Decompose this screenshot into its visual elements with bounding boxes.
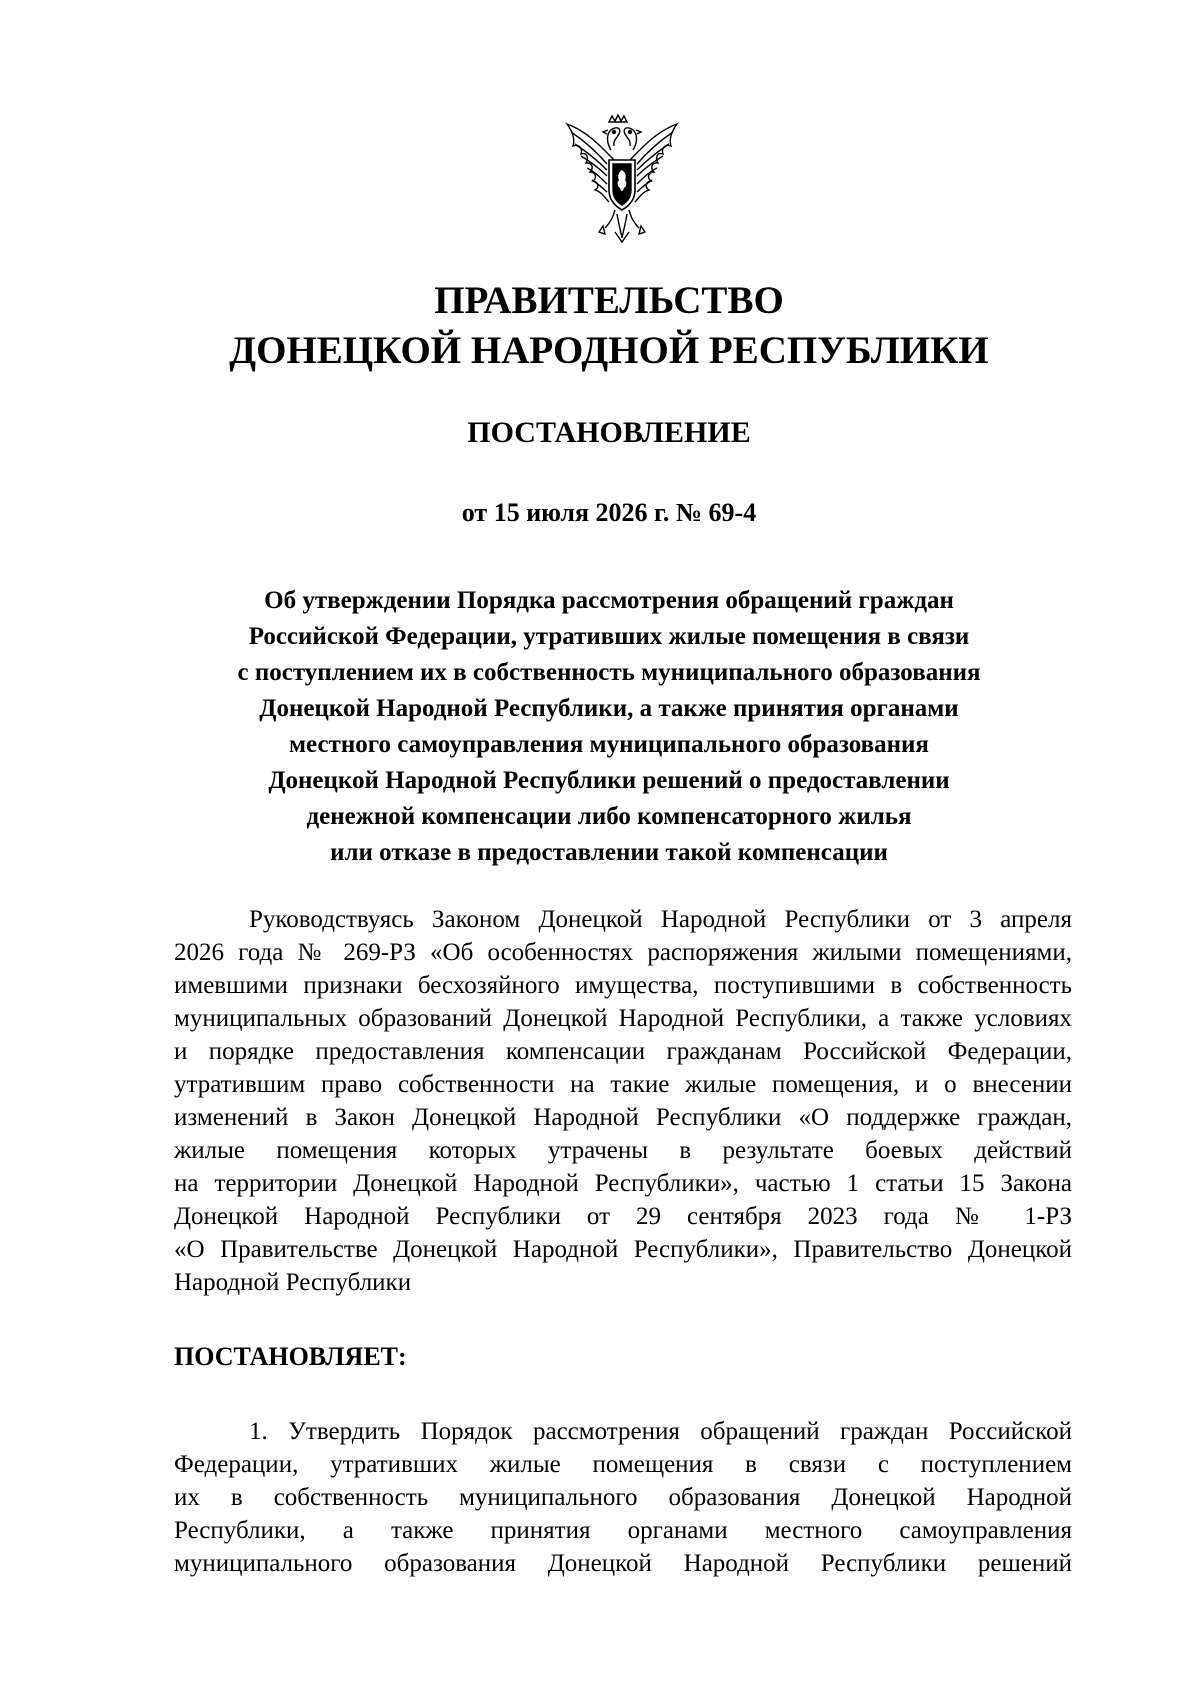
subject-line: Донецкой Народной Республики, а также принятия органами	[259, 695, 959, 722]
subject-line: местного самоуправления муниципального образования	[289, 731, 929, 758]
document-type: ПОСТАНОВЛЕНИЕ	[467, 416, 751, 449]
subject-line: с поступлением их в собственность муниципального образования	[237, 659, 981, 686]
clause-line: Федерации, утративших жилые помещения в связи с поступлением	[174, 1451, 1072, 1478]
subject-line: денежной компенсации либо компенсаторного жилья	[306, 803, 912, 830]
preamble-line: жилые помещения которых утрачены в результате боевых действий	[174, 1137, 1072, 1164]
clause-line: Республики, а также принятия органами местного самоуправления	[174, 1517, 1072, 1544]
document-date-number: от 15 июля 2026 г. № 69-4	[461, 498, 757, 527]
coat-of-arms-icon	[559, 110, 685, 246]
preamble-line: Народной Республики	[174, 1269, 412, 1296]
preamble-line: утратившим право собственности на такие жилые помещения, и о внесении	[174, 1071, 1072, 1098]
preamble-line: Донецкой Народной Республики от 29 сентября 2023 года № 1-РЗ	[174, 1203, 1072, 1230]
clause-line: 1. Утвердить Порядок рассмотрения обращений граждан Российской	[249, 1418, 1072, 1445]
preamble-line: имевшими признаки бесхозяйного имущества, поступившими в собственность	[174, 972, 1072, 999]
clause-line: муниципального образования Донецкой Народной Республики решений	[174, 1550, 1072, 1577]
preamble-line: на территории Донецкой Народной Республики», частью 1 статьи 15 Закона	[174, 1170, 1072, 1197]
document-subject	[200, 583, 1018, 871]
clause-line: их в собственность муниципального образования Донецкой Народной	[174, 1484, 1072, 1511]
preamble-line: 2026 года № 269-РЗ «Об особенностях распоряжения жилыми помещениями,	[174, 939, 1072, 966]
subject-line: Об утверждении Порядка рассмотрения обращений граждан	[264, 587, 954, 614]
preamble-line: «О Правительстве Донецкой Народной Республики», Правительство Донецкой	[174, 1236, 1072, 1263]
subject-line: Донецкой Народной Республики решений о предоставлении	[268, 767, 950, 794]
subject-line: Российской Федерации, утративших жилые помещения в связи	[248, 623, 970, 650]
preamble-paragraph	[174, 903, 1072, 1299]
preamble-line: и порядке предоставления компенсации гражданам Российской Федерации,	[174, 1038, 1072, 1065]
government-title-line-1: ПРАВИТЕЛЬСТВО	[434, 279, 784, 322]
resolves-heading: ПОСТАНОВЛЯЕТ:	[174, 1342, 407, 1371]
preamble-line: изменений в Закон Донецкой Народной Республики «О поддержке граждан,	[174, 1104, 1072, 1131]
preamble-line: Руководствуясь Законом Донецкой Народной Республики от 3 апреля	[249, 906, 1072, 933]
subject-line: или отказе в предоставлении такой компенсации	[330, 839, 888, 866]
government-title-line-2: ДОНЕЦКОЙ НАРОДНОЙ РЕСПУБЛИКИ	[229, 329, 989, 372]
clause-1-paragraph	[174, 1415, 1072, 1580]
preamble-line: муниципальных образований Донецкой Народной Республики, а также условиях	[174, 1005, 1072, 1032]
